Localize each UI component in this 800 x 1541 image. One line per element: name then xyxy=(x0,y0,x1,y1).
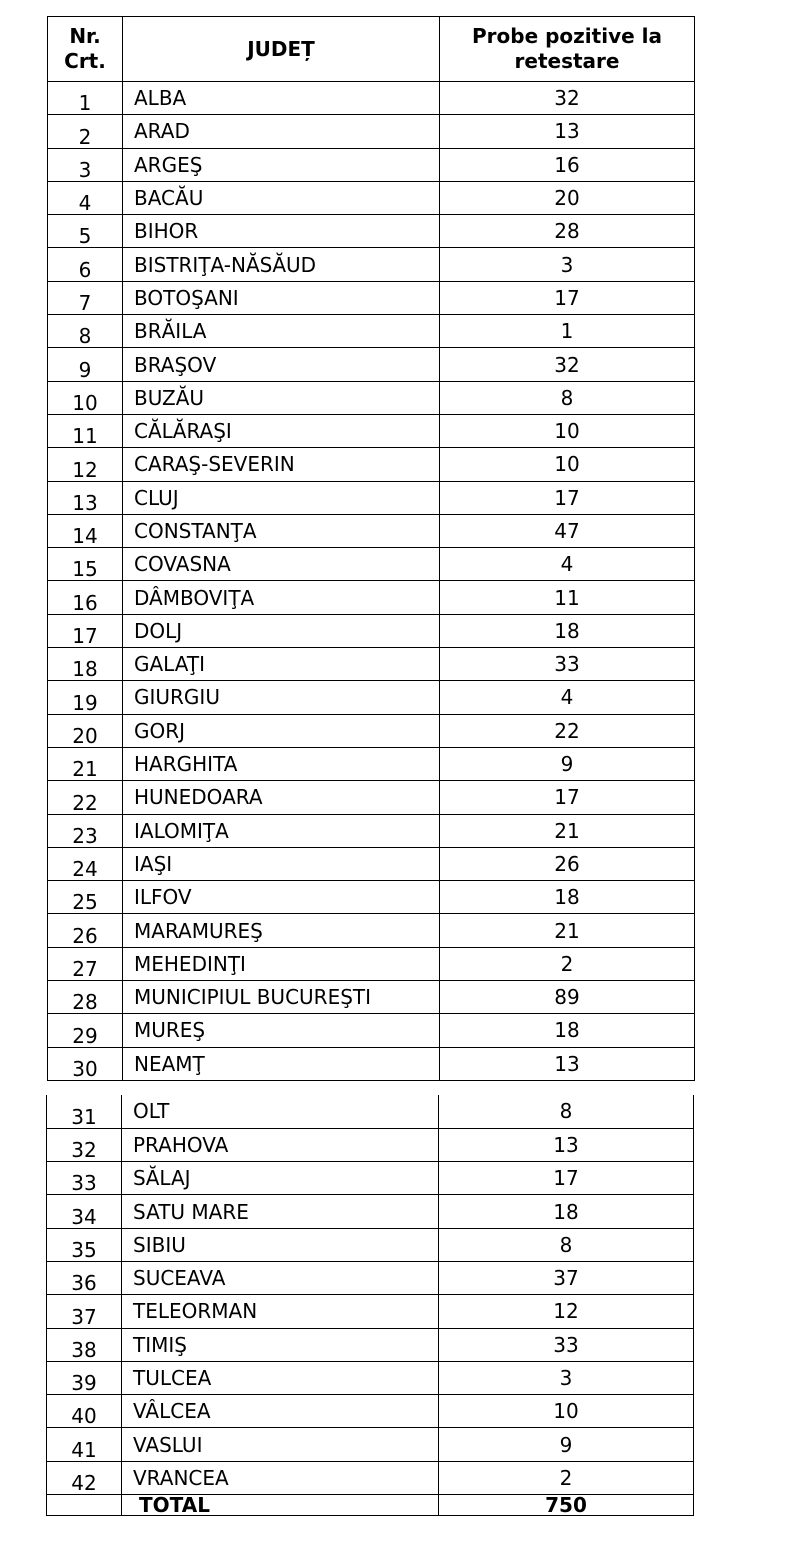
positive-count-cell: 37 xyxy=(439,1261,694,1294)
table-row xyxy=(48,514,695,547)
positive-count-cell: 21 xyxy=(440,814,695,847)
positive-count-cell: 20 xyxy=(440,181,695,214)
table-row xyxy=(48,981,695,1014)
row-number-cell: 12 xyxy=(48,448,123,481)
positive-count-cell: 2 xyxy=(440,947,695,980)
county-name-cell: CLUJ xyxy=(123,481,440,514)
row-number-cell: 37 xyxy=(47,1295,122,1328)
positive-count-cell: 13 xyxy=(440,1047,695,1080)
county-name-cell: CONSTANŢA xyxy=(123,514,440,547)
county-name-cell: BRĂILA xyxy=(123,315,440,348)
positive-count-cell: 10 xyxy=(440,414,695,447)
positive-count-cell: 17 xyxy=(439,1162,694,1195)
table-row xyxy=(47,1428,694,1461)
positive-count-cell: 13 xyxy=(439,1128,694,1161)
county-name-cell: MEHEDINŢI xyxy=(123,947,440,980)
total-row xyxy=(47,1495,694,1516)
county-table-part-1 xyxy=(47,16,695,1081)
county-name-cell: BOTOŞANI xyxy=(123,281,440,314)
county-name-cell: ARGEŞ xyxy=(123,148,440,181)
table-row xyxy=(48,215,695,248)
table-row xyxy=(47,1461,694,1494)
table-row xyxy=(47,1162,694,1195)
row-number-cell: 3 xyxy=(48,148,123,181)
county-name-cell: SĂLAJ xyxy=(122,1162,439,1195)
row-number-cell: 38 xyxy=(47,1328,122,1361)
positive-count-cell: 3 xyxy=(440,248,695,281)
table-row xyxy=(48,315,695,348)
county-name-cell: BUZĂU xyxy=(123,381,440,414)
row-number-cell: 30 xyxy=(48,1047,123,1080)
row-number-cell: 36 xyxy=(47,1261,122,1294)
row-number-cell: 41 xyxy=(47,1428,122,1461)
table-row xyxy=(47,1328,694,1361)
positive-count-cell: 8 xyxy=(439,1095,694,1128)
county-name-cell: CĂLĂRAŞI xyxy=(123,414,440,447)
table-row xyxy=(48,1014,695,1047)
row-number-cell: 4 xyxy=(48,181,123,214)
positive-count-cell: 17 xyxy=(440,481,695,514)
row-number-cell: 24 xyxy=(48,847,123,880)
positive-count-cell: 28 xyxy=(440,215,695,248)
row-number-cell: 16 xyxy=(48,581,123,614)
county-name-cell: GALAŢI xyxy=(123,648,440,681)
county-name-cell: HUNEDOARA xyxy=(123,781,440,814)
positive-count-cell: 32 xyxy=(440,348,695,381)
positive-count-cell: 4 xyxy=(440,681,695,714)
row-number-cell: 6 xyxy=(48,248,123,281)
table-row xyxy=(48,481,695,514)
county-name-cell: ILFOV xyxy=(123,881,440,914)
table-row xyxy=(48,614,695,647)
row-number-cell: 23 xyxy=(48,814,123,847)
positive-count-cell: 8 xyxy=(439,1228,694,1261)
row-number-cell: 22 xyxy=(48,781,123,814)
table-row xyxy=(48,581,695,614)
row-number-cell: 13 xyxy=(48,481,123,514)
table-row xyxy=(48,115,695,148)
positive-count-cell: 3 xyxy=(439,1361,694,1394)
county-table-part-2 xyxy=(46,1095,694,1516)
positive-count-cell: 10 xyxy=(440,448,695,481)
table-row xyxy=(48,381,695,414)
row-number-cell: 8 xyxy=(48,315,123,348)
positive-count-cell: 33 xyxy=(439,1328,694,1361)
header-probe-pozitive: Probe pozitive la retestare xyxy=(440,17,695,82)
county-name-cell: VÂLCEA xyxy=(122,1395,439,1428)
row-number-cell: 25 xyxy=(48,881,123,914)
county-name-cell: TIMIŞ xyxy=(122,1328,439,1361)
row-number-cell: 9 xyxy=(48,348,123,381)
positive-count-cell: 10 xyxy=(439,1395,694,1428)
county-name-cell: SUCEAVA xyxy=(122,1261,439,1294)
county-name-cell: MUNICIPIUL BUCUREŞTI xyxy=(123,981,440,1014)
row-number-cell: 14 xyxy=(48,514,123,547)
row-number-cell: 18 xyxy=(48,648,123,681)
row-number-cell: 2 xyxy=(48,115,123,148)
table-row xyxy=(48,714,695,747)
county-name-cell: HARGHITA xyxy=(123,747,440,780)
table-row xyxy=(48,548,695,581)
table-row xyxy=(47,1095,694,1128)
positive-count-cell: 8 xyxy=(440,381,695,414)
row-number-cell: 15 xyxy=(48,548,123,581)
positive-count-cell: 26 xyxy=(440,847,695,880)
positive-count-cell: 13 xyxy=(440,115,695,148)
county-name-cell: DÂMBOVIŢA xyxy=(123,581,440,614)
row-number-cell: 29 xyxy=(48,1014,123,1047)
positive-count-cell: 22 xyxy=(440,714,695,747)
table-row xyxy=(48,414,695,447)
table-row xyxy=(47,1128,694,1161)
county-name-cell: NEAMŢ xyxy=(123,1047,440,1080)
table-row xyxy=(48,448,695,481)
county-name-cell: ARAD xyxy=(123,115,440,148)
table-row xyxy=(48,847,695,880)
table-row xyxy=(47,1261,694,1294)
total-value: 750 xyxy=(439,1495,694,1516)
row-number-cell: 40 xyxy=(47,1395,122,1428)
table-row xyxy=(48,681,695,714)
county-name-cell: BISTRIŢA-NĂSĂUD xyxy=(123,248,440,281)
county-name-cell: TULCEA xyxy=(122,1361,439,1394)
table-header-row xyxy=(48,17,695,82)
county-name-cell: PRAHOVA xyxy=(122,1128,439,1161)
table-body-part-2 xyxy=(47,1095,694,1495)
table-row xyxy=(48,781,695,814)
table-row xyxy=(48,914,695,947)
table-row xyxy=(48,814,695,847)
table-row xyxy=(47,1295,694,1328)
table-row xyxy=(48,82,695,115)
positive-count-cell: 21 xyxy=(440,914,695,947)
positive-count-cell: 18 xyxy=(440,881,695,914)
table-row xyxy=(48,248,695,281)
table-row xyxy=(48,648,695,681)
row-number-cell: 19 xyxy=(48,681,123,714)
county-name-cell: GIURGIU xyxy=(123,681,440,714)
county-name-cell: DOLJ xyxy=(123,614,440,647)
positive-count-cell: 16 xyxy=(440,148,695,181)
header-judet: JUDEȚ xyxy=(123,17,440,82)
table-row xyxy=(48,181,695,214)
table-row xyxy=(48,1047,695,1080)
row-number-cell: 27 xyxy=(48,947,123,980)
county-name-cell: GORJ xyxy=(123,714,440,747)
positive-count-cell: 4 xyxy=(440,548,695,581)
row-number-cell: 34 xyxy=(47,1195,122,1228)
row-number-cell: 32 xyxy=(47,1128,122,1161)
row-number-cell: 20 xyxy=(48,714,123,747)
row-number-cell: 42 xyxy=(47,1461,122,1494)
table-row xyxy=(47,1395,694,1428)
total-nr-cell xyxy=(47,1495,122,1516)
row-number-cell: 35 xyxy=(47,1228,122,1261)
table-row xyxy=(48,148,695,181)
row-number-cell: 31 xyxy=(47,1095,122,1128)
row-number-cell: 11 xyxy=(48,414,123,447)
county-name-cell: BIHOR xyxy=(123,215,440,248)
row-number-cell: 10 xyxy=(48,381,123,414)
county-name-cell: VASLUI xyxy=(122,1428,439,1461)
county-name-cell: TELEORMAN xyxy=(122,1295,439,1328)
county-name-cell: OLT xyxy=(122,1095,439,1128)
table-row xyxy=(47,1361,694,1394)
county-name-cell: VRANCEA xyxy=(122,1461,439,1494)
table-row xyxy=(48,747,695,780)
county-name-cell: BRAŞOV xyxy=(123,348,440,381)
positive-count-cell: 32 xyxy=(440,82,695,115)
table-row xyxy=(48,348,695,381)
row-number-cell: 33 xyxy=(47,1162,122,1195)
county-name-cell: BACĂU xyxy=(123,181,440,214)
county-name-cell: IAŞI xyxy=(123,847,440,880)
positive-count-cell: 47 xyxy=(440,514,695,547)
positive-count-cell: 18 xyxy=(439,1195,694,1228)
row-number-cell: 28 xyxy=(48,981,123,1014)
table-row xyxy=(48,881,695,914)
row-number-cell: 5 xyxy=(48,215,123,248)
positive-count-cell: 9 xyxy=(440,747,695,780)
county-name-cell: ALBA xyxy=(123,82,440,115)
positive-count-cell: 17 xyxy=(440,281,695,314)
positive-count-cell: 18 xyxy=(440,1014,695,1047)
county-name-cell: MUREŞ xyxy=(123,1014,440,1047)
row-number-cell: 39 xyxy=(47,1361,122,1394)
table-body-part-1 xyxy=(48,82,695,1081)
county-name-cell: CARAŞ-SEVERIN xyxy=(123,448,440,481)
row-number-cell: 7 xyxy=(48,281,123,314)
positive-count-cell: 17 xyxy=(440,781,695,814)
county-name-cell: MARAMUREŞ xyxy=(123,914,440,947)
positive-count-cell: 12 xyxy=(439,1295,694,1328)
row-number-cell: 21 xyxy=(48,747,123,780)
positive-count-cell: 9 xyxy=(439,1428,694,1461)
positive-count-cell: 89 xyxy=(440,981,695,1014)
county-name-cell: SIBIU xyxy=(122,1228,439,1261)
row-number-cell: 26 xyxy=(48,914,123,947)
row-number-cell: 1 xyxy=(48,82,123,115)
header-nr-crt: Nr. Crt. xyxy=(48,17,123,82)
table-row xyxy=(48,281,695,314)
positive-count-cell: 11 xyxy=(440,581,695,614)
table-row xyxy=(47,1228,694,1261)
county-name-cell: IALOMIŢA xyxy=(123,814,440,847)
table-row xyxy=(48,947,695,980)
county-name-cell: COVASNA xyxy=(123,548,440,581)
positive-count-cell: 2 xyxy=(439,1461,694,1494)
positive-count-cell: 33 xyxy=(440,648,695,681)
county-name-cell: SATU MARE xyxy=(122,1195,439,1228)
positive-count-cell: 1 xyxy=(440,315,695,348)
total-label: TOTAL xyxy=(122,1495,439,1516)
positive-count-cell: 18 xyxy=(440,614,695,647)
table-row xyxy=(47,1195,694,1228)
row-number-cell: 17 xyxy=(48,614,123,647)
